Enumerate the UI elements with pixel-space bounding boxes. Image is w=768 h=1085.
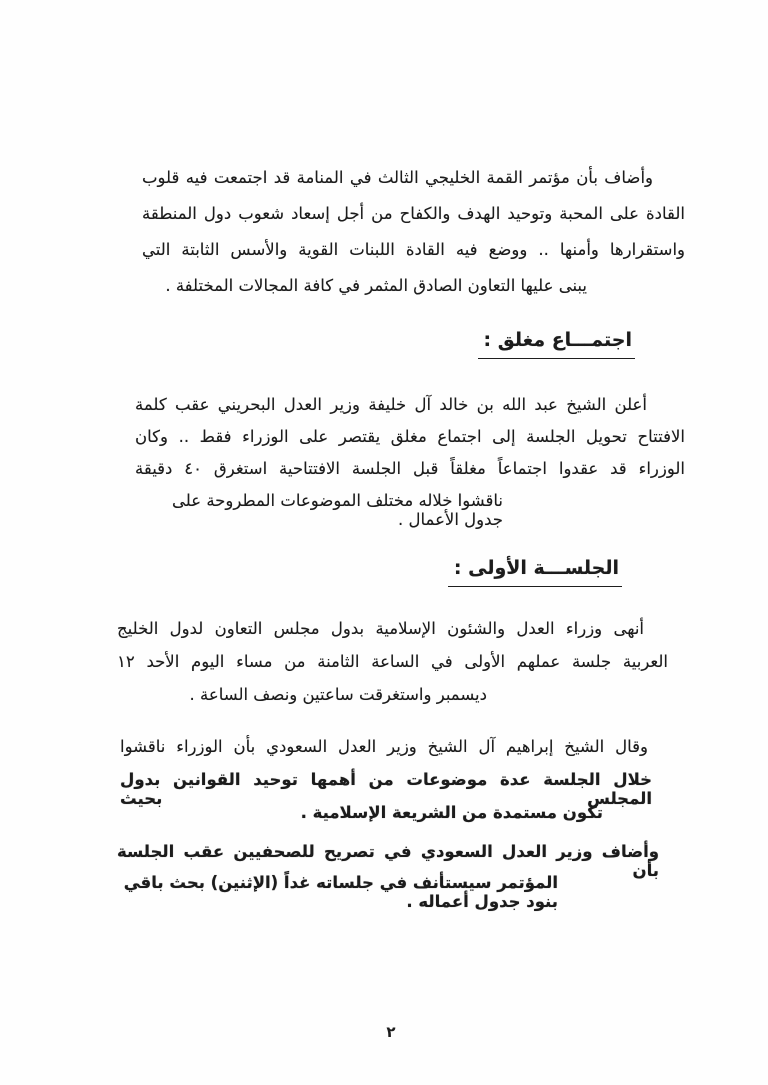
text-line: وقال الشيخ إبراهيم آل الشيخ وزير العدل السعودي بأن الوزراء ناقشوا — [120, 737, 648, 756]
text-line: أنهى وزراء العدل والشئون الإسلامية بدول مجلس التعاون لدول الخليج — [117, 619, 644, 638]
section-heading-closed-meeting: اجتمـــاع مغلق : — [478, 329, 636, 359]
text-line: الوزراء قد عقدوا اجتماعاً مغلقاً قبل الجلسة الافتتاحية استغرق ٤٠ دقيقة — [135, 459, 685, 478]
text-line: وأضاف وزير العدل السعودي في تصريح للصحفيين عقب الجلسة بأن — [117, 842, 659, 880]
first-session-paragraph-3 — [117, 842, 663, 911]
text-line: وأضاف بأن مؤتمر القمة الخليجي الثالث في المنامة قد اجتمعت فيه قلوب — [142, 168, 653, 187]
closed-meeting-paragraph — [135, 395, 685, 529]
text-line: القادة على المحبة وتوحيد الهدف والكفاح من أجل إسعاد شعوب دول المنطقة — [142, 204, 685, 223]
text-line: ديسمبر واستغرقت ساعتين ونصف الساعة . — [189, 685, 487, 704]
text-line: ناقشوا خلاله مختلف الموضوعات المطروحة على جدول الأعمال . — [172, 491, 503, 529]
first-session-paragraph-2 — [120, 737, 652, 836]
text-line: تكون مستمدة من الشريعة الإسلامية . — [300, 803, 603, 822]
text-line: أعلن الشيخ عبد الله بن خالد آل خليفة وزير العدل البحريني عقب كلمة — [135, 395, 647, 414]
section-heading-first-session: الجلســـة الأولى : — [448, 557, 622, 587]
page-number: ٢ — [386, 1023, 396, 1041]
text-line: العربية جلسة عملهم الأولى في الساعة الثامنة من مساء اليوم الأحد ١٢ — [117, 652, 668, 671]
text-line: واستقرارها وأمنها .. ووضع فيه القادة اللبنات القوية والأسس الثابتة التي — [142, 240, 685, 259]
intro-paragraph — [142, 168, 685, 312]
text-line: يبنى عليها التعاون الصادق المثمر في كافة المجالات المختلفة . — [165, 276, 587, 295]
text-line: خلال الجلسة عدة موضوعات من أهمها توحيد القوانين بدول المجلس بحيث — [120, 770, 652, 808]
text-line: المؤتمر سيستأنف في جلساته غداً (الإثنين) بحث باقي بنود جدول أعماله . — [123, 873, 558, 911]
first-session-paragraph-1 — [117, 619, 668, 718]
text-line: الافتتاح تحويل الجلسة إلى اجتماع مغلق يقتصر على الوزراء فقط .. وكان — [135, 427, 685, 446]
